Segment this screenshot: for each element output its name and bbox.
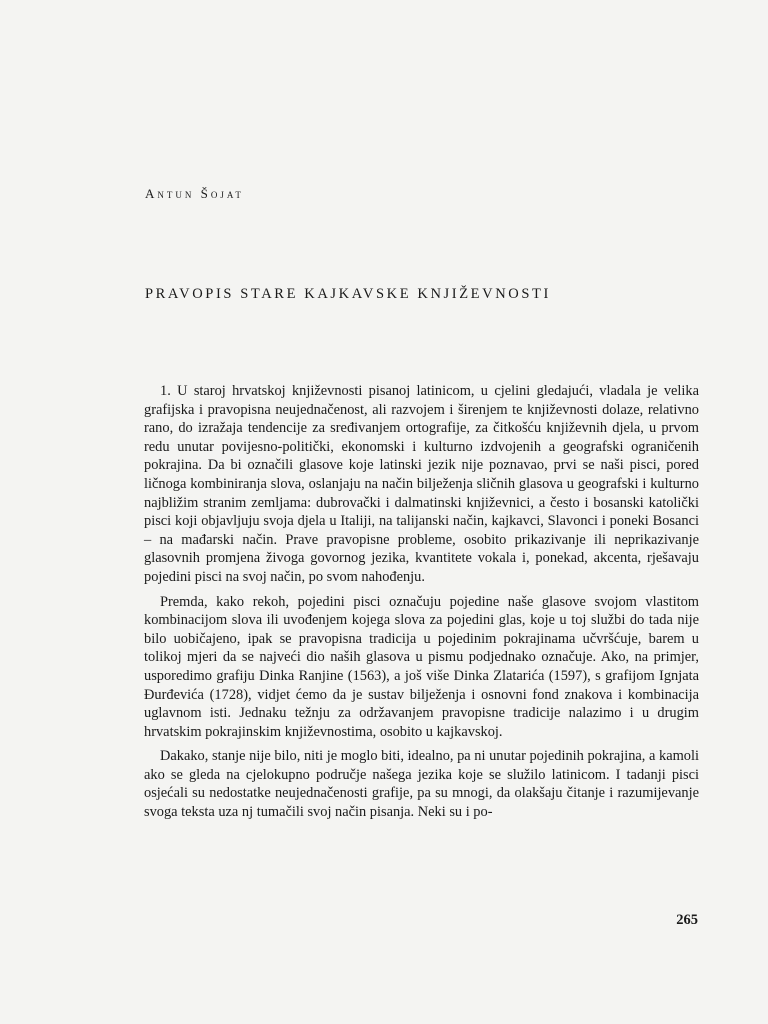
author-name: Antun Šojat — [145, 186, 244, 201]
paragraph-3: Dakako, stanje nije bilo, niti je moglo biti, idealno, pa ni unutar pojedinih pokrajina, a kamoli ako se gleda na cjelokupno područje našega jezika koje se služilo latinicom. I tadanji pisci osjećali su nedostatke neujednačenosti grafije, pa su mnogi, da olakšaju čitanje i razumijevanje svoga teksta uza nj tumačili svoj način pisanja. Neki su i po- — [144, 748, 699, 821]
article-title: PRAVOPIS STARE KAJKAVSKE KNJIŽEVNOSTI — [145, 286, 551, 302]
paragraph-2: Premda, kako rekoh, pojedini pisci označuju pojedine naše glasove svojom vlastitom kombinacijom slova ili uvođenjem kojega slova za pojedini glas, koje u toj službi do tada nije bilo uobičajeno, ipak se pravopisna tradicija u pojedinim pokrajinama učvršćuje, barem u tolikoj mjeri da se najveći dio naših glasova u pismu podjednako označuje. Ako, na primjer, usporedimo grafiju Dinka Ranjine (1563), a još više Dinka Zlatarića (1597), s grafijom Ignjata Đurđevića (1728), vidjet ćemo da je sustav bilježenja i osnovni fond znakova i kombinacija uglavnom isti. Jednaku težnju za održavanjem pravopisne tradicije nalazimo i u drugim hrvatskim pokrajinskim književnostima, osobito u kajkavskoj. — [144, 593, 699, 740]
article-body — [144, 382, 699, 822]
page-number: 265 — [676, 912, 698, 928]
paragraph-1: 1. U staroj hrvatskoj književnosti pisanoj latinicom, u cjelini gledajući, vladala je velika grafijska i pravopisna neujednačenost, ali razvojem i širenjem te književnosti dolaze, relativno rano, do izražaja tendencije za sređivanjem ortografije, za čitkošću književnih djela, u prvom redu unutar povijesno-politički, ekonomski i kulturno izdvojenih a geografski ograničenih pokrajina. Da bi označili glasove koje latinski jezik nije poznavao, prvi se naši pisci, pored ličnoga kombiniranja slova, oslanjaju na način bilježenja sličnih glasova u geografski i kulturno najbližim stranim zemljama: dubrovački i dalmatinski književnici, a često i bosanski katolički pisci koji objavljuju svoja djela u Italiji, na talijanski način, kajkavci, Slavonci i poneki Bosanci – na mađarski način. Prave pravopisne probleme, osobito prikazivanje ili neprikazivanje glasovnih promjena živoga govornog jezika, kvantitete vokala i, ponekad, akcenta, rješavaju pojedini pisci na svoj način, po svom nahođenju. — [144, 383, 699, 585]
